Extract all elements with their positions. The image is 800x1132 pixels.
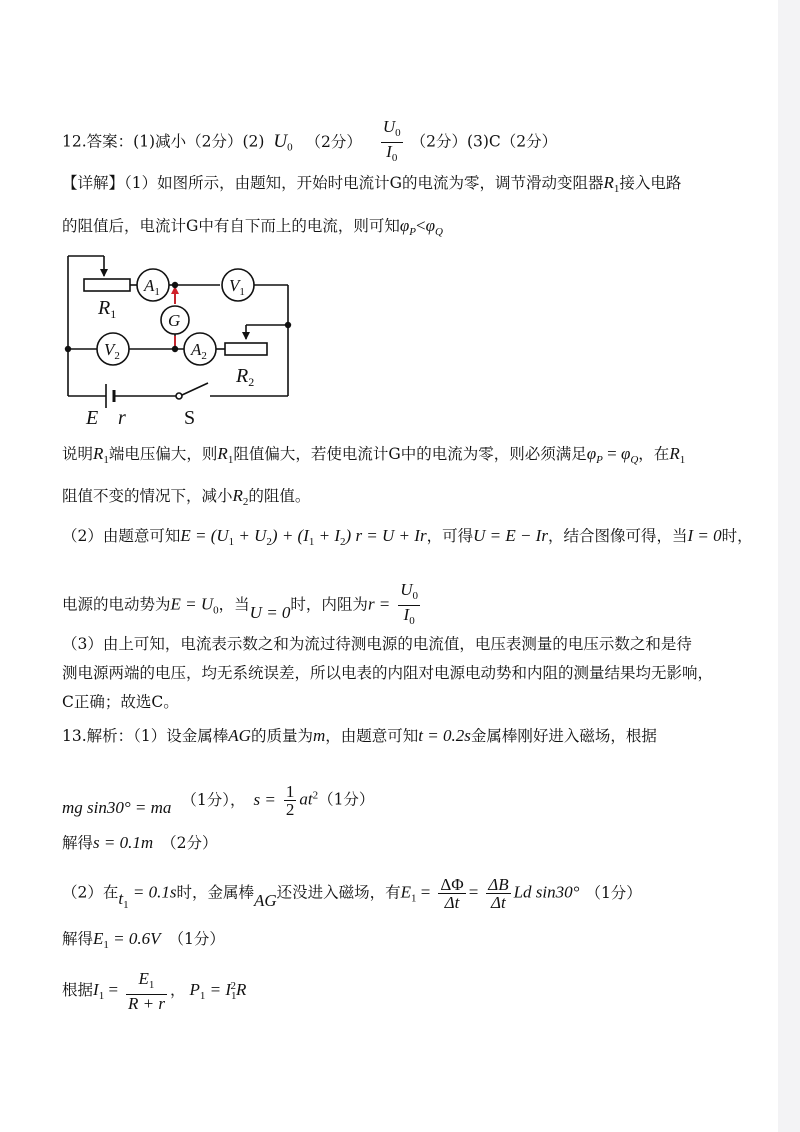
part3-line-1: （3）由上可知，电流表示数之和为流过待测电源的电流值，电压表测量的电压示数之和是待 (62, 635, 692, 653)
q13-part2-line: （2）在$t_1 = 0.1s$时，金属棒AG还没进入磁场，有$E_1$ = $\frac{\Delta\Phi}{\Delta t}$ = $\frac{\Delta B}{\Delta t}$ Ld sin30° （1分） (62, 875, 642, 912)
detail-line-2: 的阻值后，电流计G中有自下而上的电流，则可知$\varphi_P<\varphi_Q$ (62, 216, 443, 239)
part2-line-2: 电源的电动势为$E = U_0$，当U = 0时，内阻为r = $\frac{U_0}{I_0}$ (62, 581, 423, 630)
part2-line-1: （2）由题意可知$E = (U_1 + U_2) + (I_1 + I_2) r = U + Ir$，可得U = E − Ir，结合图像可得，当I = 0时， (62, 526, 753, 549)
q13-eq-line: mg sin30° = ma （1分）， s = $\frac{1}{2}$ $at^2(1$分） (62, 782, 375, 819)
fraction-half: $\frac{1}{2}$ (285, 782, 295, 819)
circuit-diagram (58, 252, 308, 430)
q13-line-1: 13.解析：（1）设金属棒AG的质量为m，由题意可知t = 0.2s金属棒刚好进入磁场，根据 (62, 726, 657, 745)
a2-label: $A_2$ (191, 340, 207, 362)
q13-s-result: 解得s = 0.1m （2分） (62, 833, 218, 852)
a1-label: $A_1$ (144, 276, 160, 298)
fraction-u0-i0: $\frac{U_0}{I_0}$ (382, 117, 401, 165)
r-label: r (118, 407, 126, 429)
fraction-current: $\frac{E_1}{R + r}$ (127, 969, 165, 1014)
q13-e1-result: 解得$E_1 = 0.6V$ （1分） (62, 929, 225, 952)
part3-line-3: C正确；故选C。 (62, 693, 179, 711)
r2-label: $R_2$ (236, 365, 255, 389)
v1-label: $V_1$ (229, 276, 245, 298)
explain-line-1: 说明$R_1$端电压偏大，则$R_1$阻值偏大，若使电流计G中的电流为零，则必须满足$\varphi_P = \varphi_Q$，在$R_1$ (62, 444, 686, 467)
v2-label: $V_2$ (104, 340, 120, 362)
s-label: S (184, 407, 196, 429)
fraction-dphi-dt: $\frac{\Delta\Phi}{\Delta t}$ (440, 875, 464, 912)
e-label: E (86, 407, 99, 429)
q13-last-line: 根据$I_1$ = $\frac{E_1}{R + r}$ ， $P_1 = I_1^2R$ (62, 969, 247, 1014)
q12-answer-line: 12.答案：(1)减小（2分）(2) $U_0$ （2分） $\frac{U_0}{I_0}$ （2分）(3)C（2分） (62, 118, 557, 167)
fraction-db-dt: $\frac{\Delta B}{\Delta t}$ (488, 875, 509, 912)
g-label: G (168, 311, 181, 330)
part3-line-2: 测电源两端的电压，均无系统误差，所以电表的内阻对电源电动势和内阻的测量结果均无影响， (62, 664, 714, 682)
detail-line-1: 【详解】（1）如图所示，由题知，开始时电流计G的电流为零，调节滑动变阻器$R_1$接入电路 (62, 173, 682, 196)
r1-label: $R_1$ (98, 297, 117, 321)
fraction-r: $\frac{U_0}{I_0}$ (400, 580, 418, 628)
explain-line-2: 阻值不变的情况下，减小$R_2$的阻值。 (62, 486, 311, 509)
page-edge (778, 0, 800, 1132)
